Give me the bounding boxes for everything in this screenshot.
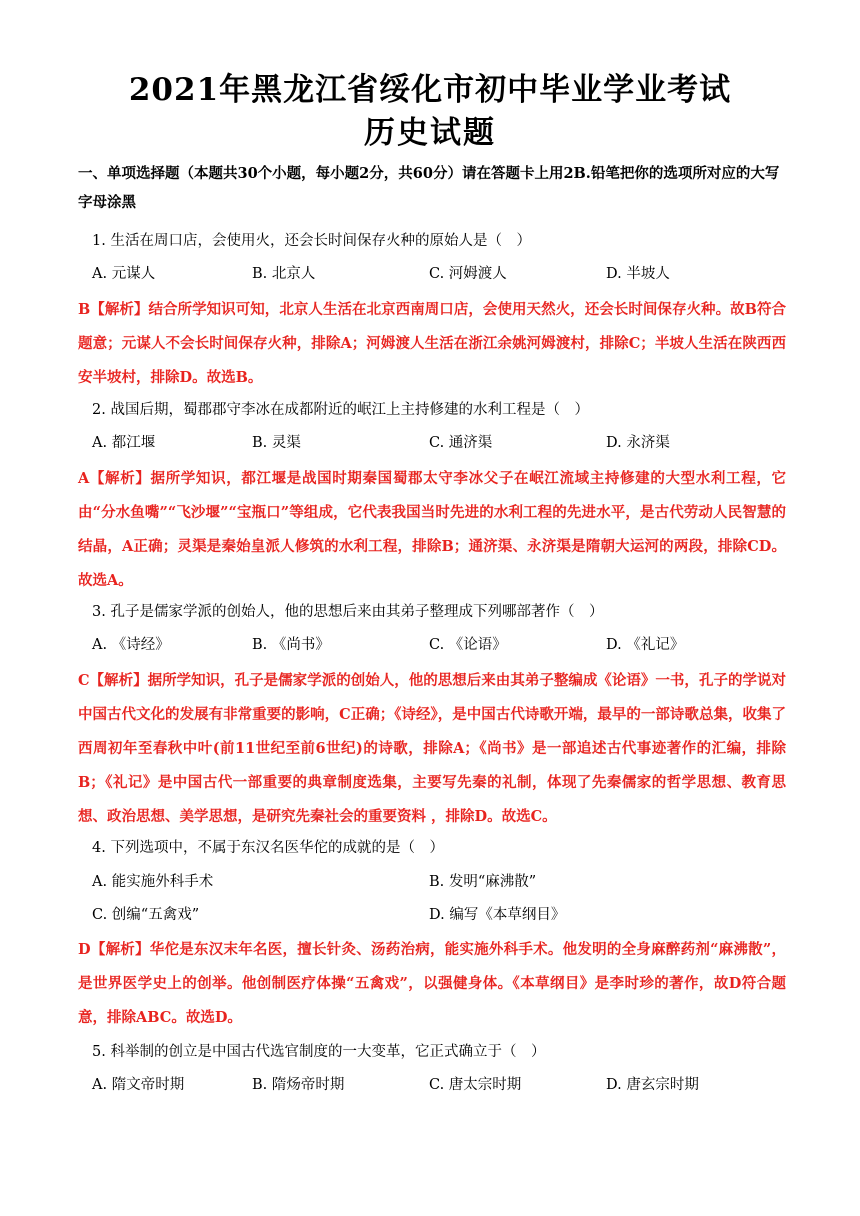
option-c: C. 河姆渡人 (429, 266, 507, 282)
exam-subtitle: 历史试题 (364, 115, 496, 151)
exam-title: 2021年黑龙江省绥化市初中毕业学业考试 (128, 72, 732, 108)
answer-analysis: A【解析】据所学知识，都江堰是战国时期秦国蜀郡太守李冰父子在岷江流域主持修建的大型水利工程，它由“分水鱼嘴”“飞沙堰”“宝瓶口”等组成，它代表我国当时先进的水利工程的先进水平，是古代劳动人民智慧的结晶，A正确；灵渠是秦始皇派人修筑的水利工程，排除B；通济渠、永济渠是隋朝大运河的两段，排除CD。故选A。 (78, 470, 786, 589)
question-stem: 3. 孔子是儒家学派的创始人，他的思想后来由其弟子整理成下列哪部著作（ ） (92, 604, 604, 620)
option-c: C. 《论语》 (429, 637, 507, 653)
option-d: D. 半坡人 (606, 266, 670, 282)
question-stem: 5. 科举制的创立是中国古代选官制度的一大变革，它正式确立于（ ） (92, 1044, 546, 1060)
answer-analysis: C【解析】据所学知识，孔子是儒家学派的创始人，他的思想后来由其弟子整编成《论语》一书，孔子的学说对中国古代文化的发展有非常重要的影响，C正确；《诗经》，是中国古代诗歌开端，最早的一部诗歌总集，收集了西周初年至春秋中叶(前11世纪至前6世纪)的诗歌，排除A；《尚书》是一部追述古代事迹著作的汇编，排除B；《礼记》是中国古代一部重要的典章制度选集，主要写先秦的礼制，体现了先秦儒家的哲学思想、教育思想、政治思想、美学思想，是研究先秦社会的重要资料 ，排除D。故选C。 (78, 672, 786, 825)
option-c: C. 唐太宗时期 (429, 1077, 522, 1093)
option-row (92, 1073, 786, 1097)
option-d: D. 永济渠 (606, 435, 670, 451)
option-d: D. 唐玄宗时期 (606, 1077, 699, 1093)
option-a: A. 《诗经》 (92, 637, 170, 653)
question-stem: 1. 生活在周口店，会使用火，还会长时间保存火种的原始人是（ ） (92, 233, 531, 249)
option-a: A. 元谋人 (92, 266, 156, 282)
section-heading: 一、单项选择题（本题共30个小题，每小题2分，共60分）请在答题卡上用2B.铅笔把你的选项所对应的大写字母涂黑 (78, 165, 780, 211)
option-b: B. 北京人 (252, 266, 316, 282)
option-row (92, 633, 786, 657)
option-row (92, 903, 786, 927)
option-a: A. 都江堰 (92, 435, 156, 451)
option-d: D. 《礼记》 (606, 637, 685, 653)
option-b: B. 发明“麻沸散” (429, 874, 537, 890)
option-b: B. 《尚书》 (252, 637, 330, 653)
option-b: B. 隋炀帝时期 (252, 1077, 345, 1093)
option-row (92, 870, 786, 894)
option-a: A. 能实施外科手术 (92, 874, 214, 890)
answer-analysis: D【解析】华佗是东汉末年名医，擅长针灸、汤药治病，能实施外科手术。他发明的全身麻醉药剂“麻沸散”，是世界医学史上的创举。他创制医疗体操“五禽戏”，以强健身体。《本草纲目》是李时珍的著作，故D符合题意，排除ABC。故选D。 (78, 941, 786, 1026)
option-d: D. 编写《本草纲目》 (429, 907, 566, 923)
option-c: C. 创编“五禽戏” (92, 907, 200, 923)
option-row (92, 431, 786, 455)
option-a: A. 隋文帝时期 (92, 1077, 185, 1093)
answer-analysis: B【解析】结合所学知识可知，北京人生活在北京西南周口店，会使用天然火，还会长时间保存火种。故B符合题意；元谋人不会长时间保存火种，排除A；河姆渡人生活在浙江余姚河姆渡村，排除C；半坡人生活在陕西西安半坡村，排除D。故选B。 (78, 301, 786, 386)
question-stem: 4. 下列选项中，不属于东汉名医华佗的成就的是（ ） (92, 840, 444, 856)
option-c: C. 通济渠 (429, 435, 493, 451)
option-row (92, 262, 786, 286)
question-stem: 2. 战国后期，蜀郡郡守李冰在成都附近的岷江上主持修建的水利工程是（ ） (92, 402, 589, 418)
option-b: B. 灵渠 (252, 435, 301, 451)
